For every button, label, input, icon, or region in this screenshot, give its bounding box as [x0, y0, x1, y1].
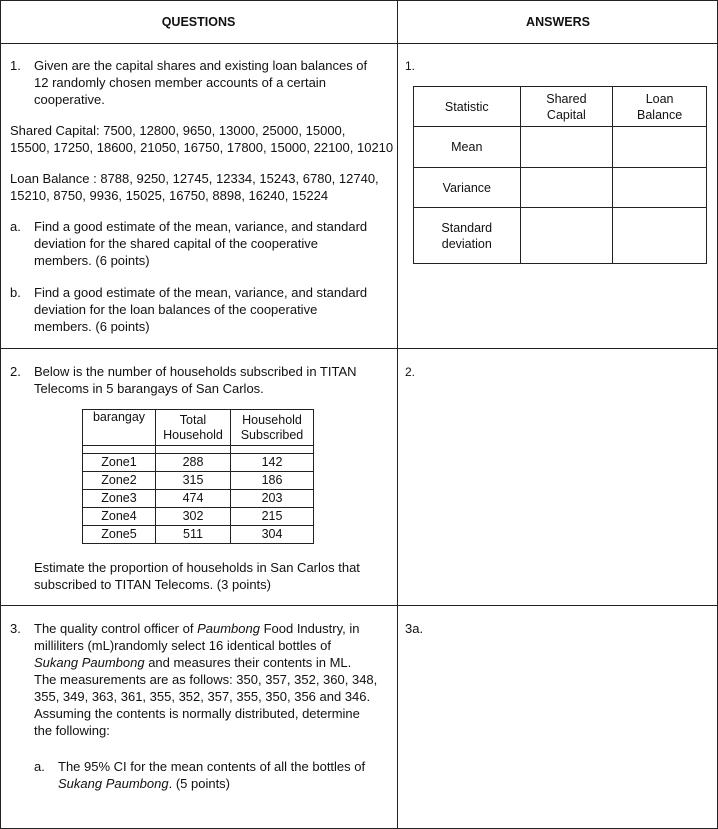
- stat-header-loan-balance: Loan Balance: [613, 87, 707, 127]
- shared-capital-line: 15500, 17250, 18600, 21050, 16750, 17800, 15000, 22100, 10210: [10, 140, 394, 155]
- stat-header-statistic: Statistic: [414, 87, 521, 127]
- household-spacer-row: [83, 446, 314, 454]
- hh-header-subscribed: Household Subscribed: [231, 410, 314, 446]
- stat-label-standard-deviation: Standard deviation: [414, 208, 521, 264]
- a2-number: 2.: [405, 365, 416, 379]
- q3-line-3: Sukang Paumbong and measures their contents in ML.: [34, 655, 352, 670]
- q2-task-line: Estimate the proportion of households in San Carlos that: [34, 560, 360, 575]
- variance-loan-balance-cell[interactable]: [613, 168, 707, 208]
- q3-number: 3.: [10, 621, 21, 636]
- q2-intro-line: Below is the number of households subscribed in TITAN: [34, 364, 357, 379]
- q3-line-1: The quality control officer of Paumbong Food Industry, in: [34, 621, 360, 636]
- q3-line-2: milliliters (mL)randomly select 16 identical bottles of: [34, 638, 331, 653]
- stat-row-variance: [414, 168, 707, 208]
- total-cell: 474: [156, 490, 231, 508]
- q1b-line: Find a good estimate of the mean, variance, and standard: [34, 285, 368, 300]
- a3-number: 3a.: [405, 621, 424, 636]
- stat-label-variance: Variance: [414, 168, 521, 208]
- stat-header-shared-capital: Shared Capital: [520, 87, 613, 127]
- q1-number: 1.: [10, 58, 21, 73]
- table-row: [83, 490, 314, 508]
- table-row: [83, 526, 314, 544]
- q1a-letter: a.: [10, 219, 21, 234]
- mean-loan-balance-cell[interactable]: [613, 127, 707, 168]
- questions-header: QUESTIONS: [161, 15, 236, 29]
- subscribed-cell: 203: [231, 490, 314, 508]
- subscribed-cell: 186: [231, 472, 314, 490]
- stat-label-mean: Mean: [414, 127, 521, 168]
- table-row: [83, 472, 314, 490]
- household-header-row: [83, 410, 314, 446]
- q1b-line: members. (6 points): [34, 319, 150, 334]
- table-row: [83, 454, 314, 472]
- household-table: [82, 409, 314, 544]
- zone-cell: Zone5: [83, 526, 156, 544]
- loan-balance-line: Loan Balance : 8788, 9250, 12745, 12334, 15243, 6780, 12740,: [10, 171, 379, 186]
- stat-row-standard-deviation: [414, 208, 707, 264]
- column-divider: [397, 0, 398, 829]
- q3-line-6: Assuming the contents is normally distributed, determine: [34, 706, 360, 721]
- zone-cell: Zone2: [83, 472, 156, 490]
- row1-divider: [0, 348, 718, 349]
- statistics-table: [413, 86, 707, 264]
- stat-row-mean: [414, 127, 707, 168]
- a1-number: 1.: [405, 59, 416, 73]
- zone-cell: Zone1: [83, 454, 156, 472]
- q2-number: 2.: [10, 364, 21, 379]
- hh-header-total: Total Household: [156, 410, 231, 446]
- q1a-line: members. (6 points): [34, 253, 150, 268]
- q2-task-line: subscribed to TITAN Telecoms. (3 points): [34, 577, 271, 592]
- sd-loan-balance-cell[interactable]: [613, 208, 707, 264]
- q3a-line-1: The 95% CI for the mean contents of all the bottles of: [58, 759, 366, 774]
- sd-shared-capital-cell[interactable]: [520, 208, 613, 264]
- q1a-line: deviation for the shared capital of the cooperative: [34, 236, 319, 251]
- q1a-line: Find a good estimate of the mean, variance, and standard: [34, 219, 368, 234]
- total-cell: 302: [156, 508, 231, 526]
- q3a-line-2: Sukang Paumbong. (5 points): [58, 776, 231, 791]
- q1-intro-line: cooperative.: [34, 92, 105, 107]
- q3-line-4: The measurements are as follows: 350, 357, 352, 360, 348,: [34, 672, 378, 687]
- loan-balance-line: 15210, 8750, 9936, 15025, 16750, 8898, 16240, 15224: [10, 188, 329, 203]
- subscribed-cell: 215: [231, 508, 314, 526]
- mean-shared-capital-cell[interactable]: [520, 127, 613, 168]
- q1-intro-line: Given are the capital shares and existing loan balances of: [34, 58, 368, 73]
- header-divider: [0, 43, 718, 44]
- answers-header: ANSWERS: [526, 15, 590, 29]
- q3-line-5: 355, 349, 363, 361, 355, 352, 357, 355, 350, 356 and 346.: [34, 689, 371, 704]
- subscribed-cell: 304: [231, 526, 314, 544]
- table-row: [83, 508, 314, 526]
- left-border: [0, 0, 1, 829]
- hh-header-barangay: barangay: [83, 410, 156, 446]
- q3a-letter: a.: [34, 759, 45, 774]
- total-cell: 288: [156, 454, 231, 472]
- top-border: [0, 0, 718, 1]
- zone-cell: Zone3: [83, 490, 156, 508]
- shared-capital-line: Shared Capital: 7500, 12800, 9650, 13000, 25000, 15000,: [10, 123, 346, 138]
- q1-intro-line: 12 randomly chosen member accounts of a certain: [34, 75, 326, 90]
- q1b-line: deviation for the loan balances of the cooperative: [34, 302, 318, 317]
- q1b-letter: b.: [10, 285, 21, 300]
- subscribed-cell: 142: [231, 454, 314, 472]
- q3-line-7: the following:: [34, 723, 110, 738]
- row2-divider: [0, 605, 718, 606]
- total-cell: 315: [156, 472, 231, 490]
- stat-header-row: [414, 87, 707, 127]
- variance-shared-capital-cell[interactable]: [520, 168, 613, 208]
- zone-cell: Zone4: [83, 508, 156, 526]
- total-cell: 511: [156, 526, 231, 544]
- q2-intro-line: Telecoms in 5 barangays of San Carlos.: [34, 381, 264, 396]
